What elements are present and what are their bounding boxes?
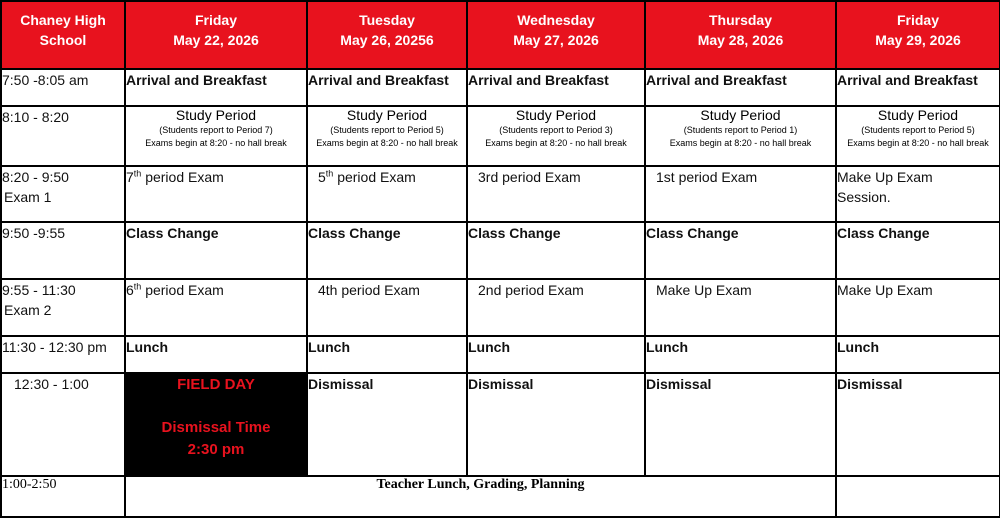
empty-cell bbox=[836, 476, 1000, 517]
study-row bbox=[1, 106, 1000, 166]
class-change-cell: Class Change bbox=[836, 222, 1000, 279]
exam-label: Exam 1 bbox=[4, 189, 52, 205]
class-change-cell: Class Change bbox=[307, 222, 467, 279]
study-title: Study Period bbox=[877, 107, 959, 123]
exam-text: period Exam bbox=[141, 169, 224, 185]
day-header-4 bbox=[645, 1, 836, 69]
dismissal-row bbox=[1, 373, 1000, 476]
field-day-cell bbox=[125, 373, 307, 476]
class-change-cell: Class Change bbox=[645, 222, 836, 279]
lunch-cell: Lunch bbox=[307, 336, 467, 373]
day-name: Wednesday bbox=[517, 12, 595, 28]
dismissal-cell: Dismissal bbox=[307, 373, 467, 476]
dismissal-cell: Dismissal bbox=[645, 373, 836, 476]
day-header-5 bbox=[836, 1, 1000, 69]
day-name: Tuesday bbox=[359, 12, 415, 28]
school-name-line1: Chaney High bbox=[20, 12, 106, 28]
exam-note: Exams begin at 8:20 - no hall break bbox=[145, 138, 287, 148]
time-text: 7:50 -8:05 am bbox=[2, 72, 89, 88]
study-note: (Students report to Period 3) bbox=[499, 125, 613, 135]
lunch-cell: Lunch bbox=[125, 336, 307, 373]
lunch-cell: Lunch bbox=[645, 336, 836, 373]
study-title: Study Period bbox=[515, 107, 597, 123]
teacher-lunch-cell: Teacher Lunch, Grading, Planning bbox=[125, 476, 836, 517]
time-cell bbox=[1, 279, 125, 336]
day-name: Friday bbox=[194, 12, 237, 28]
day-date: May 22, 2026 bbox=[173, 32, 259, 48]
school-name-line2: School bbox=[39, 32, 87, 48]
exam-cell bbox=[125, 166, 307, 222]
day-header-1 bbox=[125, 1, 307, 69]
arrival-cell: Arrival and Breakfast bbox=[836, 69, 1000, 106]
day-date: May 27, 2026 bbox=[513, 32, 599, 48]
time-text: 12:30 - 1:00 bbox=[14, 376, 89, 392]
exam-cell: 3rd period Exam bbox=[467, 166, 645, 222]
arrival-cell: Arrival and Breakfast bbox=[645, 69, 836, 106]
time-cell bbox=[1, 69, 125, 106]
dismissal-cell: Dismissal bbox=[467, 373, 645, 476]
field-day-title: FIELD DAY bbox=[177, 376, 255, 393]
teacher-row bbox=[1, 476, 1000, 517]
exam-note: Exams begin at 8:20 - no hall break bbox=[316, 138, 458, 148]
exam-cell: 4th period Exam bbox=[307, 279, 467, 336]
study-cell bbox=[836, 106, 1000, 166]
exam-text: Make Up Exam bbox=[837, 169, 933, 185]
time-text: 9:50 -9:55 bbox=[2, 225, 66, 241]
school-name-header bbox=[1, 1, 125, 69]
exam-note: Exams begin at 8:20 - no hall break bbox=[669, 138, 812, 148]
study-cell bbox=[467, 106, 645, 166]
ordinal-suffix: th bbox=[133, 281, 142, 292]
period-number: 6 bbox=[126, 282, 134, 298]
class-change-cell: Class Change bbox=[125, 222, 307, 279]
time-cell bbox=[1, 166, 125, 222]
time-text: 8:10 - 8:20 bbox=[2, 109, 69, 125]
arrival-cell: Arrival and Breakfast bbox=[467, 69, 645, 106]
day-date: May 29, 2026 bbox=[875, 32, 961, 48]
time-cell bbox=[1, 336, 125, 373]
class-change-row bbox=[1, 222, 1000, 279]
time-text: 1:00-2:50 bbox=[2, 477, 57, 492]
lunch-cell: Lunch bbox=[467, 336, 645, 373]
day-header-3 bbox=[467, 1, 645, 69]
exam2-row bbox=[1, 279, 1000, 336]
exam-cell: 1st period Exam bbox=[645, 166, 836, 222]
period-number: 7 bbox=[126, 169, 134, 185]
study-title: Study Period bbox=[346, 107, 428, 123]
arrival-cell: Arrival and Breakfast bbox=[125, 69, 307, 106]
day-name: Friday bbox=[896, 12, 939, 28]
exam-cell: 2nd period Exam bbox=[467, 279, 645, 336]
time-text: 9:55 - 11:30 bbox=[2, 282, 76, 298]
study-note: (Students report to Period 5) bbox=[861, 125, 975, 135]
lunch-row bbox=[1, 336, 1000, 373]
exam-label: Exam 2 bbox=[4, 302, 52, 318]
exam-text: Session. bbox=[837, 189, 891, 205]
study-cell bbox=[645, 106, 836, 166]
day-header-2 bbox=[307, 1, 467, 69]
time-cell bbox=[1, 106, 125, 166]
time-cell bbox=[1, 222, 125, 279]
day-date: May 26, 20256 bbox=[340, 32, 434, 48]
header-row bbox=[1, 1, 1000, 69]
exam-note: Exams begin at 8:20 - no hall break bbox=[485, 138, 627, 148]
exam-cell bbox=[307, 166, 467, 222]
field-day-dismissal: Dismissal Time bbox=[161, 419, 271, 436]
day-name: Thursday bbox=[708, 12, 772, 28]
class-change-cell: Class Change bbox=[467, 222, 645, 279]
exam-note: Exams begin at 8:20 - no hall break bbox=[847, 138, 989, 148]
exam-cell: Make Up Exam bbox=[836, 279, 1000, 336]
study-note: (Students report to Period 5) bbox=[330, 125, 444, 135]
time-cell bbox=[1, 476, 125, 517]
exam-cell bbox=[836, 166, 1000, 222]
exam-text: period Exam bbox=[333, 169, 416, 185]
study-note: (Students report to Period 1) bbox=[683, 125, 798, 135]
time-text: 8:20 - 9:50 bbox=[2, 169, 69, 185]
exam1-row bbox=[1, 166, 1000, 222]
study-title: Study Period bbox=[175, 107, 257, 123]
ordinal-suffix: th bbox=[133, 168, 142, 179]
lunch-cell: Lunch bbox=[836, 336, 1000, 373]
exam-cell bbox=[125, 279, 307, 336]
time-text: 11:30 - 12:30 pm bbox=[2, 339, 107, 355]
day-date: May 28, 2026 bbox=[697, 32, 784, 48]
ordinal-suffix: th bbox=[325, 168, 334, 179]
arrival-cell: Arrival and Breakfast bbox=[307, 69, 467, 106]
study-note: (Students report to Period 7) bbox=[159, 125, 273, 135]
arrival-row bbox=[1, 69, 1000, 106]
study-title: Study Period bbox=[700, 107, 781, 123]
study-cell bbox=[307, 106, 467, 166]
field-day-time: 2:30 pm bbox=[187, 441, 245, 458]
exam-cell: Make Up Exam bbox=[645, 279, 836, 336]
study-cell bbox=[125, 106, 307, 166]
exam-text: period Exam bbox=[141, 282, 224, 298]
time-cell bbox=[1, 373, 125, 476]
dismissal-cell: Dismissal bbox=[836, 373, 1000, 476]
period-number: 5 bbox=[318, 169, 326, 185]
